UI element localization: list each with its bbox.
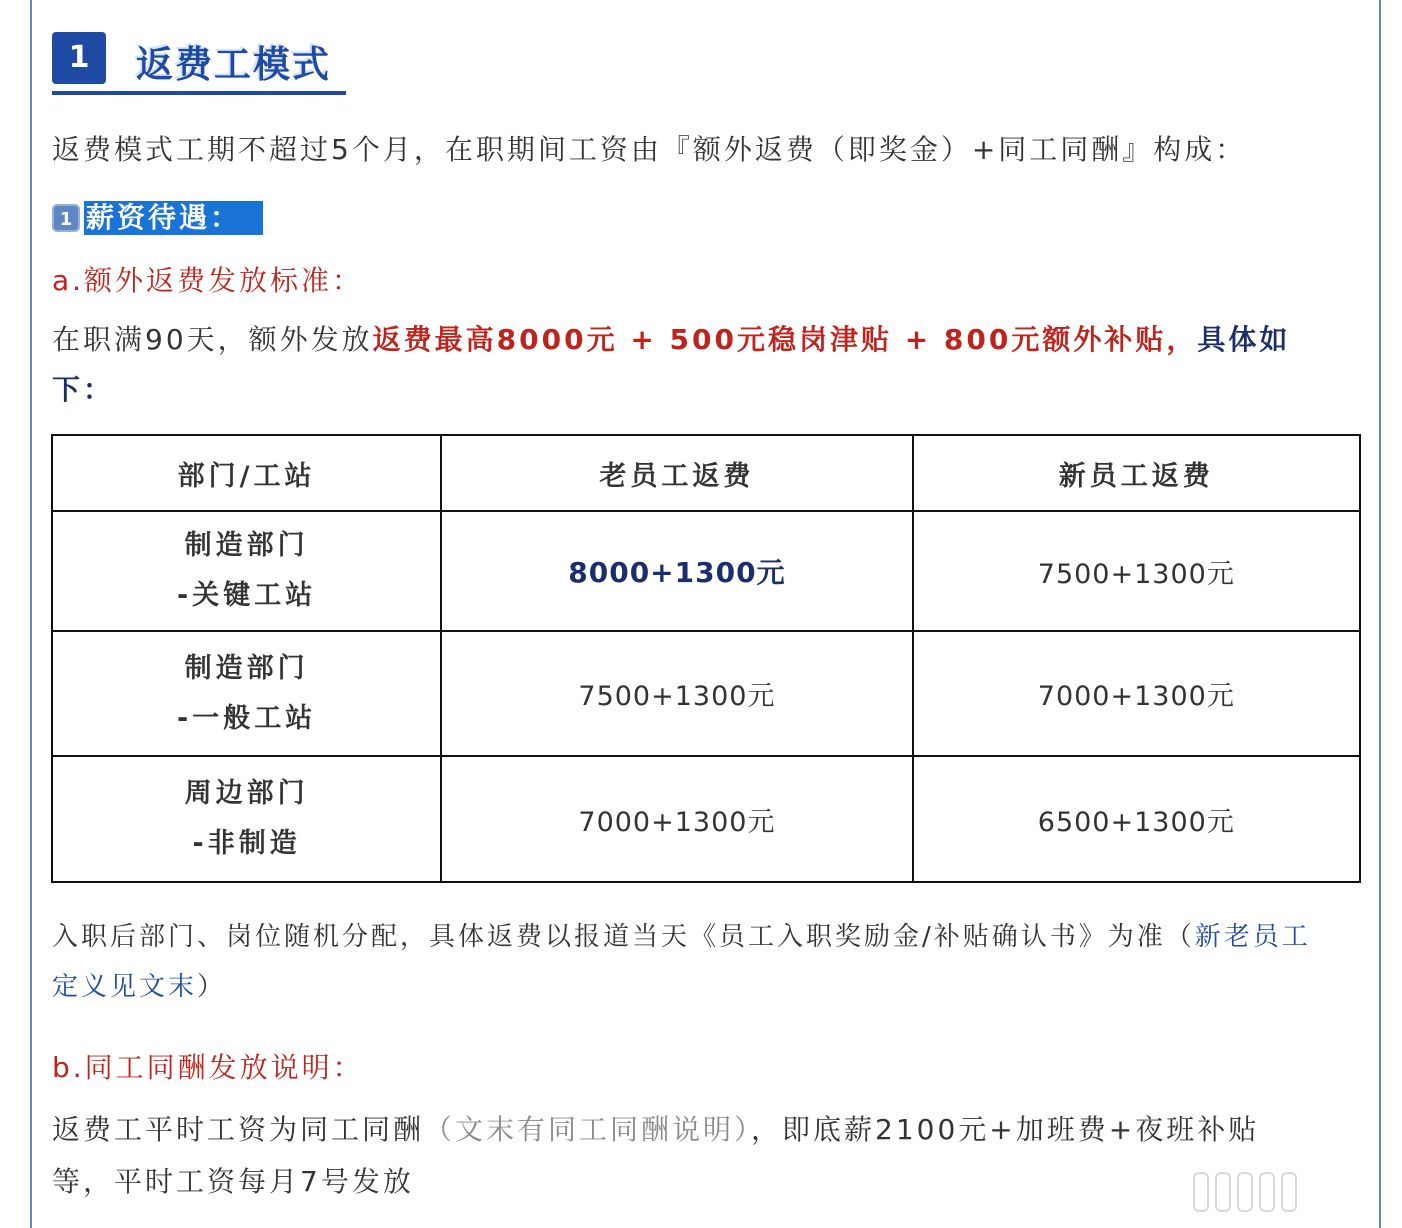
section-title: 返费工模式 [136, 43, 331, 86]
part-b-gray-note: （文末有同工同酬说明） [424, 1113, 752, 1146]
table-header-row [52, 435, 1360, 511]
dept-station: -一般工站 [177, 702, 317, 734]
dept-name: 制造部门 [184, 530, 309, 561]
part-b-line-2: 等，平时工资每月7号发放 [52, 1165, 414, 1198]
new-employee-rebate: 6500+1300元 [913, 756, 1360, 882]
section-number-badge: 1 [52, 32, 106, 84]
dept-name: 周边部门 [184, 778, 309, 809]
old-employee-rebate: 8000+1300元 [441, 511, 912, 631]
right-border [1379, 0, 1381, 1228]
employee-definition-link: 新老员工 [1194, 922, 1311, 952]
new-employee-rebate: 7000+1300元 [913, 631, 1360, 756]
part-a-tail: 具体如 [1197, 323, 1291, 356]
left-border [30, 0, 32, 1228]
part-a-lead-text: 在职满90天，额外发放 [52, 323, 373, 356]
assignment-note-cont [52, 966, 226, 1003]
table-header-cell: 老员工返费 [441, 435, 912, 511]
part-b-text: 返费工平时工资为同工同酬 [52, 1113, 425, 1146]
section-header [52, 30, 346, 96]
employee-definition-link-cont: 定义见文末 [52, 972, 198, 1002]
section-underline [52, 91, 346, 95]
assignment-note-text: 入职后部门、岗位随机分配，具体返费以报道当天《员工入职奖励金/补贴确认书》为准（ [52, 922, 1195, 952]
part-b-heading: b.同工同酬发放说明： [52, 1051, 364, 1084]
part-b-text-2: ，即底薪2100元+加班费+夜班补贴 [751, 1113, 1260, 1146]
salary-subheading-label: 薪资待遇： [84, 201, 263, 235]
keycap-one-icon: 1 [52, 204, 80, 232]
dept-cell [52, 756, 441, 882]
old-employee-rebate: 7000+1300元 [441, 756, 912, 882]
part-a-lead [52, 318, 1290, 358]
assignment-note-close: ） [197, 972, 227, 1002]
dept-cell [52, 511, 441, 631]
table-header-cell: 新员工返费 [913, 435, 1360, 511]
dept-station: -非制造 [192, 828, 301, 859]
dept-cell [52, 631, 441, 756]
part-a-heading: a.额外返费发放标准： [52, 264, 364, 297]
table-header-cell: 部门/工站 [52, 435, 441, 511]
new-employee-rebate: 7500+1300元 [913, 511, 1360, 631]
dept-station: -关键工站 [177, 580, 317, 611]
dept-name: 制造部门 [184, 652, 309, 684]
table-row [52, 756, 1360, 882]
table-row [52, 511, 1360, 631]
assignment-note [52, 916, 1311, 953]
salary-subheading [52, 201, 263, 235]
table-row [52, 631, 1360, 756]
rebate-table [51, 434, 1361, 883]
part-a-highlight: 返费最高8000元 + 500元稳岗津贴 + 800元额外补贴， [372, 323, 1198, 356]
intro-text: 返费模式工期不超过5个月，在职期间工资由『额外返费（即奖金）+同工同酬』构成： [52, 133, 1247, 166]
old-employee-rebate: 7500+1300元 [441, 631, 912, 756]
watermark-icon [1193, 1172, 1297, 1212]
part-b-line-1 [52, 1108, 1259, 1148]
part-a-tail-2: 下： [52, 373, 115, 406]
